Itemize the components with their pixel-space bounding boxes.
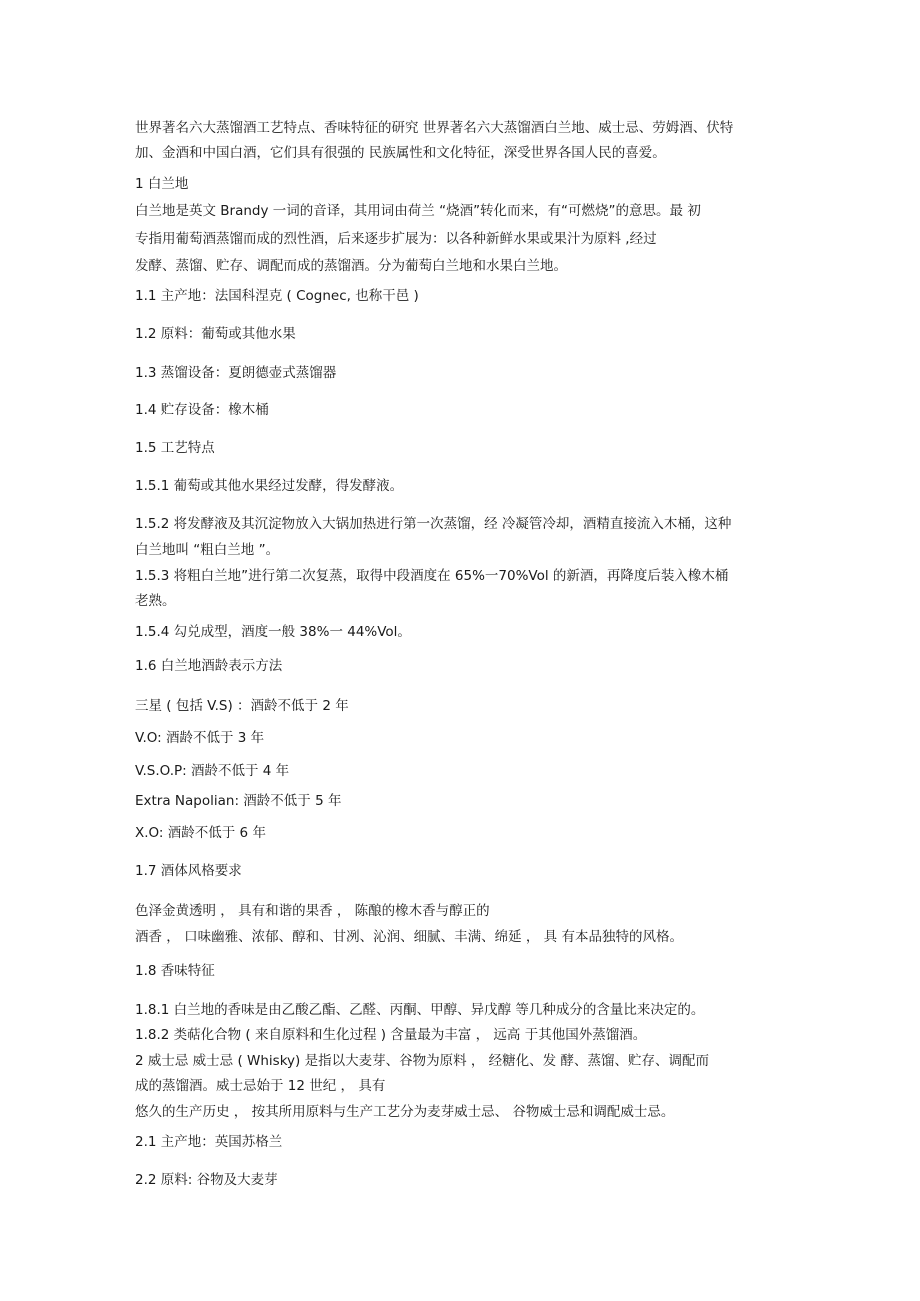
list-item: 1.5.1 葡萄或其他水果经过发酵，得发酵液。 [135, 478, 404, 494]
age-grade-item: X.O: 酒龄不低于 6 年 [135, 825, 266, 841]
subsection-heading: 1.6 白兰地酒龄表示方法 [135, 658, 283, 674]
paragraph-line: 专指用葡萄酒蒸馏而成的烈性酒，后来逐步扩展为：以各种新鲜水果或果汁为原料 ,经过 [135, 231, 657, 247]
subsection-heading: 1.8 香味特征 [135, 963, 215, 979]
list-item: 1.5.2 将发酵液及其沉淀物放入大锅加热进行第一次蒸馏，经 冷凝管冷却，酒精直接流入木桶，这种 [135, 516, 732, 532]
list-item: 1.3 蒸馏设备：夏朗德壶式蒸馏器 [135, 365, 337, 381]
list-item: 1.5.4 勾兑成型，酒度一般 38%一 44%Vol。 [135, 624, 411, 640]
list-item-continued: 白兰地叫 “粗白兰地 ”。 [135, 542, 280, 558]
age-grade-item: V.S.O.P: 酒龄不低于 4 年 [135, 763, 290, 779]
list-item: 2.2 原料: 谷物及大麦芽 [135, 1172, 278, 1188]
section-heading: 1 白兰地 [135, 176, 189, 192]
list-item: 2.1 主产地：英国苏格兰 [135, 1134, 283, 1150]
list-item: 1.5.3 将粗白兰地”进行第二次复蒸，取得中段酒度在 65%一70%Vol 的新酒，再降度后装入橡木桶 [135, 568, 729, 584]
section-heading-paragraph: 2 威士忌 威士忌 ( Whisky) 是指以大麦芽、谷物为原料 ， 经糖化、发 酵、蒸馏、贮存、调配而 [135, 1053, 709, 1069]
paragraph-line: 色泽金黄透明 ， 具有和谐的果香 ， 陈酿的橡木香与醇正的 [135, 903, 490, 919]
age-grade-item: Extra Napolian: 酒龄不低于 5 年 [135, 793, 342, 809]
paragraph-line: 发酵、蒸馏、贮存、调配而成的蒸馏酒。分为葡萄白兰地和水果白兰地。 [135, 258, 567, 274]
paragraph-line: 酒香 ， 口味幽雅、浓郁、醇和、甘冽、沁润、细腻、丰满、绵延 ， 具 有本品独特的风格。 [135, 929, 683, 945]
list-item: 1.8.1 白兰地的香味是由乙酸乙酯、乙醛、丙酮、甲醇、异戊醇 等几种成分的含量比来决定的。 [135, 1002, 705, 1018]
age-grade-item: 三星 ( 包括 V.S) ：酒龄不低于 2 年 [135, 698, 349, 714]
paragraph-line: 白兰地是英文 Brandy 一词的音译，其用词由荷兰 “烧酒”转化而来，有“可燃烧”的意思。最 初 [135, 203, 701, 219]
paragraph-line: 悠久的生产历史 ， 按其所用原料与生产工艺分为麦芽威士忌、 谷物威士忌和调配威士忌。 [135, 1104, 675, 1120]
age-grade-item: V.O: 酒龄不低于 3 年 [135, 730, 265, 746]
list-item-continued: 老熟。 [135, 593, 176, 609]
subsection-heading: 1.5 工艺特点 [135, 440, 215, 456]
subsection-heading: 1.7 酒体风格要求 [135, 863, 242, 879]
intro-line-2: 加、金酒和中国白酒，它们具有很强的 民族属性和文化特征，深受世界各国人民的喜爱。 [135, 145, 666, 161]
list-item: 1.1 主产地：法国科涅克 ( Cognec, 也称干邑 ) [135, 288, 419, 304]
list-item: 1.2 原料：葡萄或其他水果 [135, 326, 296, 342]
list-item: 1.4 贮存设备：橡木桶 [135, 402, 269, 418]
intro-line-1: 世界著名六大蒸馏酒工艺特点、香味特征的研究 世界著名六大蒸馏酒白兰地、威士忌、劳姆酒、伏特 [135, 120, 734, 136]
list-item: 1.8.2 类萜化合物 ( 来自原料和生化过程 ) 含量最为丰富 ， 远高 于其他国外蒸馏酒。 [135, 1027, 647, 1043]
paragraph-line: 成的蒸馏酒。威士忌始于 12 世纪 ， 具有 [135, 1078, 386, 1094]
